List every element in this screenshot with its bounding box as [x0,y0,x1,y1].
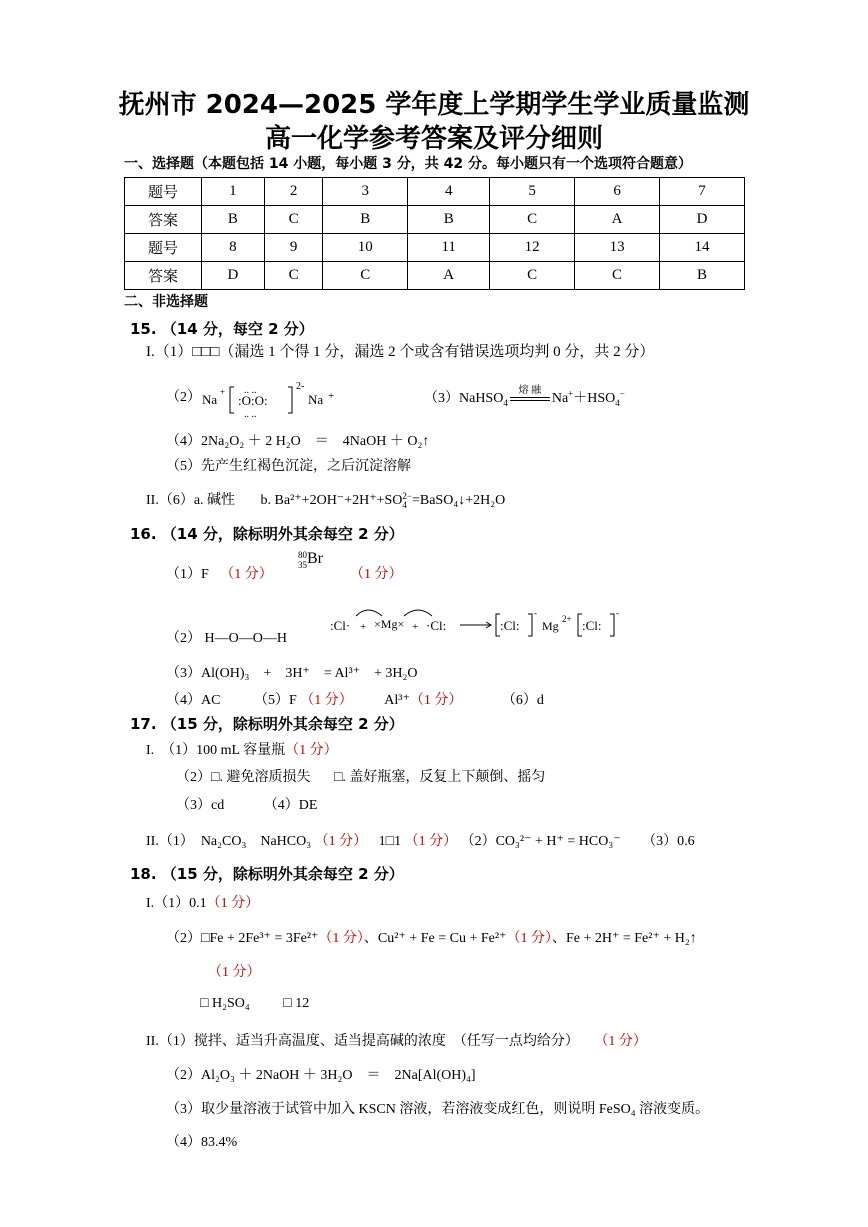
q17-ii2: （2）CO₃²⁻ + H⁺ = HCO₃⁻ [460,834,621,849]
plus-sign: + [412,621,419,633]
sulfuric-acid-answer: □ H₂SO₄ [200,996,250,1011]
q16-part5: （5）F [253,693,297,708]
lone-pair-dots: .. .. [244,385,257,396]
table-cell: C [490,262,575,290]
q17-ii3: （3）0.6 [642,834,695,849]
table-cell: C [264,262,322,290]
q16-part6: （6）d [501,693,544,708]
condition-label: 熔 融 [518,385,542,396]
q16-heading: 16. （14 分，除标明外其余每空 2 分） [130,525,404,543]
table-cell: D [660,206,745,234]
point-note: （1 分） [300,693,353,708]
point-note: （1 分） [594,1034,647,1049]
q18-part1 [146,892,259,912]
q17-heading: 17. （15 分，除标明外其余每空 2 分） [130,715,404,733]
electron-arrow [356,610,382,616]
q15-part4: （4）2Na₂O₂ ＋ 2 H₂O ＝ 4NaOH ＋ O₂↑ [166,434,430,449]
q18-ii3: （3）取少量溶液于试管中加入 KSCN 溶液，若溶液变成红色，则说明 FeSO₄ 溶液变质。 [166,1102,710,1117]
document-subtitle: 高一化学参考答案及评分细则 [264,124,603,154]
charge-plus: + [328,390,335,402]
chloride-ion: :Cl: [500,618,520,633]
table-row [125,178,745,206]
table-cell: B [323,206,408,234]
q18-ii2: （2）Al₂O₃ ＋ 2NaOH ＋ 3H₂O ＝ 2Na[Al(OH)₄] [166,1068,476,1083]
q15-part6-a: II.（6）a. 碱性 [146,493,236,508]
q18-i1: I.（1）0.1 [146,896,207,911]
point-note: （1 分） [350,567,403,582]
table-cell: 3 [323,178,408,206]
lone-pair-dots: .. .. [244,409,257,417]
isotope-numbers [298,550,307,570]
charge-plus: + [220,387,226,397]
table-cell: 12 [490,234,575,262]
q15-part6 [146,489,505,510]
q16-part4-6 [166,689,544,709]
atomic-number: 35 [298,560,307,570]
sodium-ion-right: Na [308,392,324,407]
oxygen-atom: :O:O: [238,393,268,408]
table-cell: 14 [660,234,745,262]
q17-part2 [176,766,545,786]
answer-table [124,177,745,290]
sodium-ion: Na [551,391,569,406]
table-cell: B [408,206,490,234]
q18-ii4: （4）83.4% [166,1135,238,1150]
bracket-right [288,387,292,413]
charge-minus: - [616,608,619,618]
q16-part1 [166,563,273,583]
row-label-answer: 答案 [125,262,202,290]
q18-ii1 [146,1030,647,1050]
q17-part1 [146,739,338,759]
table-cell: 9 [264,234,322,262]
table-cell: 5 [490,178,575,206]
row-label-question: 题号 [125,178,202,206]
magnesium-atom: ×Mg× [374,617,405,631]
table-cell: 8 [202,234,265,262]
table-cell: C [264,206,322,234]
sodium-ion-left: Na [202,392,218,407]
electron-arrow [404,610,432,616]
table-cell: 11 [408,234,490,262]
charge-minus: - [534,608,537,618]
point-note: （1 分） [206,896,260,911]
charge-2plus: 2+ [562,614,572,624]
row-label-answer: 答案 [125,206,202,234]
table-row [125,234,745,262]
table-cell: A [575,206,660,234]
q15-part1: I.（1）□□□（漏选 1 个得 1 分，漏选 2 个或含有错误选项均判 0 分，共 2 分） [146,344,655,360]
point-note: （1 分） [220,567,273,582]
sulfate-sub-sup: 2− 4 [402,490,412,510]
bromine-isotope [298,550,323,570]
q15-part3: （3）NaHSO$_4$ 熔 融 $Na^++HSO_4^-$ [424,387,625,407]
document-title: 抚州市 2024—2025 学年度上学期学生学业质量监测 [118,90,750,120]
volumetric-flask-answer: I. （1）100 mL 容量瓶 [146,743,286,758]
section1-heading: 一、选择题（本题包括 14 小题，每小题 3 分，共 42 分。每小题只有一个选项符合题意） [124,156,692,172]
q17-part3: （3）cd [176,798,225,813]
q15-part2-label: （2） [166,390,201,405]
table-cell: D [202,262,265,290]
table-cell: C [490,206,575,234]
q16-part4: （4）AC [166,693,221,708]
q18-eq3: 、Fe + 2H⁺ = Fe²⁺ + H₂↑ [551,931,697,946]
chlorine-atom-right: ·Cl: [426,618,447,633]
section2-heading: 二、非选择题 [124,294,208,310]
table-cell: C [575,262,660,290]
bracket-right [610,614,614,636]
q16-part2: （2） H—O—O—H [166,631,287,646]
mgcl2-formation-diagram [328,600,638,646]
point-note: （1 分） [318,931,364,946]
table-cell: 2 [264,178,322,206]
plus-sign: + [360,621,367,633]
ratio-answer: 1□1 [378,834,402,849]
table-cell: 4 [408,178,490,206]
q17-part2-a: （2）□. 避免溶质损失 [176,770,311,785]
q15-heading: 15. （14 分，每空 2 分） [130,320,314,338]
q15-part5: （5）先产生红褐色沉淀，之后沉淀溶解 [166,459,411,474]
point-note: （1 分） [285,743,338,758]
table-cell: 6 [575,178,660,206]
q18-part2-extra [200,996,309,1012]
q18-heading: 18. （15 分，除标明外其余每空 2 分） [130,865,404,883]
aluminum-ion: Al³⁺ [384,693,410,708]
bracket-left [230,387,234,413]
mass-number: 80 [298,550,307,560]
point-note: （1 分） [314,834,368,849]
q18-eq2: 、Cu²⁺ + Fe = Cu + Fe²⁺ [363,931,507,946]
table-row [125,206,745,234]
hydrogen-sulfate-ion: ＋HSO [573,391,616,406]
q18-part2 [166,927,697,947]
point-note: （1 分） [506,931,552,946]
q17-part4: （4）DE [263,798,318,813]
q15-part6-b: b. Ba²⁺+2OH⁻+2H⁺+SO [260,493,403,508]
q18-ii1-text: II.（1）搅拌、适当升高温度、适当提高碱的浓度 （任写一点均给分） [146,1034,579,1049]
q16-part3: （3）Al(OH)₃ + 3H⁺ = Al³⁺ + 3H₂O [166,666,418,681]
q18-eq1: （2）□Fe + 2Fe³⁺ = 3Fe²⁺ [166,931,319,946]
table-cell: 1 [202,178,265,206]
table-cell: 7 [660,178,745,206]
q15-part6-b-tail: =BaSO₄↓+2H₂O [411,493,506,508]
chlorine-atom-left: :Cl· [330,618,351,633]
table-row [125,262,745,290]
row-label-question: 题号 [125,234,202,262]
q17-part-ii [146,830,695,850]
magnesium-ion: Mg [542,619,559,633]
q17-part2-b: □. 盖好瓶塞，反复上下颠倒、摇匀 [333,770,546,785]
table-cell: 13 [575,234,660,262]
molten-condition [508,385,552,407]
table-cell: B [202,206,265,234]
charge-2minus: 2- [296,381,305,392]
point-note: （1 分） [404,834,458,849]
chloride-ion: :Cl: [582,618,602,633]
table-cell: C [323,262,408,290]
number-answer: □ 12 [283,996,310,1011]
table-cell: B [660,262,745,290]
q17-ii1: II.（1） Na₂CO₃ NaHCO₃ [146,834,312,849]
q17-part3-4 [176,794,317,814]
table-cell: A [408,262,490,290]
bracket-right [528,614,532,636]
na2o2-electron-formula [200,373,350,417]
point-note: （1 分） [208,965,261,980]
bromine-symbol: Br [307,550,323,567]
fluorine-answer: （1）F [166,567,209,582]
table-cell: 10 [323,234,408,262]
q15-part3-lhs: （3）NaHSO [424,391,504,406]
point-note: （1 分） [409,693,463,708]
